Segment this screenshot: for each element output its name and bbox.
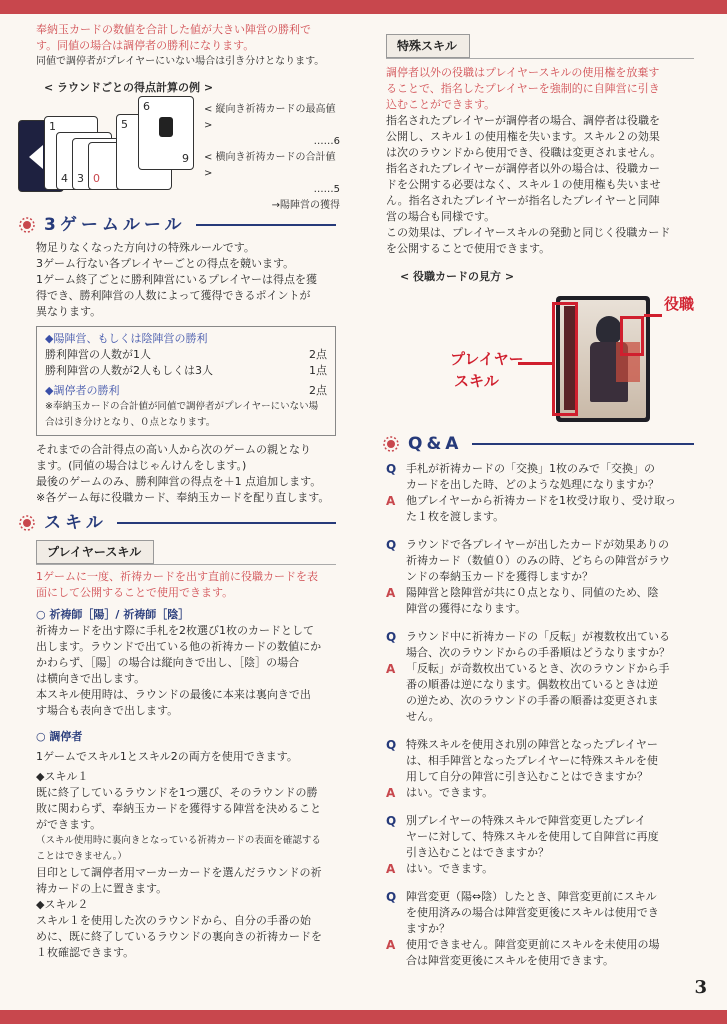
text-line: 1ゲームに一度、祈祷カードを出す直前に役職カードを表	[36, 570, 318, 583]
qa-header	[382, 435, 694, 453]
box-heading: ◆陽陣営、もしくは陰陣営の勝利	[45, 332, 208, 345]
special-skill-title: 特殊スキル	[386, 34, 470, 58]
text-line: 目印として調停者用マーカーカードを選んだラウンドの祈	[36, 866, 322, 879]
qa-item	[386, 629, 694, 725]
left-column	[36, 22, 340, 961]
role-card-title: < 役職カードの見方 >	[400, 270, 515, 283]
text-line: 敗に関わらず、奉納玉カードを獲得する陣営を決めること	[36, 802, 322, 815]
a-marker: A	[386, 938, 396, 952]
card-value: 1	[49, 120, 56, 133]
player-skill-label	[450, 348, 524, 392]
question	[386, 737, 694, 785]
character-icon	[159, 117, 173, 137]
game-rule-header	[18, 216, 336, 234]
skill2-title: ◆スキル２	[36, 898, 89, 911]
a-marker: A	[386, 494, 396, 508]
label-horizontal-value: ……5	[313, 184, 340, 195]
intro-line-3: 同値で調停者がプレイヤーにいない場合は引き分けとなります。	[36, 56, 325, 67]
top-border	[0, 0, 727, 14]
answer-text	[406, 493, 676, 525]
qa-item	[386, 461, 694, 525]
answer	[386, 493, 694, 525]
text-line: 込むことができます。	[386, 98, 496, 111]
q-marker: Q	[386, 538, 397, 552]
text-line: 祈祷カードを出す際に手札を2枚選び1枚のカードとして	[36, 624, 314, 637]
text-line: 祷カードの上に置きます。	[36, 882, 168, 895]
intro-line-2: す。同値の場合は調停者の勝利になります。	[36, 39, 255, 52]
game-rule-body	[36, 240, 336, 320]
kitoushi-title: ○ 祈祷師［陽］/ 祈祷師［陰］	[36, 608, 190, 621]
q-marker: Q	[386, 738, 397, 752]
text-line: 特殊スキルを使用され別の陣営となったプレイヤー	[406, 738, 658, 751]
question	[386, 537, 694, 585]
skill2-body	[36, 913, 336, 961]
text-line: 使用できません。陣営変更前にスキルを未使用の場	[406, 938, 660, 951]
text-line: 最後のゲームのみ、勝利陣営の得点を＋1 点追加します。	[36, 475, 322, 488]
skill1-title: ◆スキル１	[36, 770, 89, 783]
special-skill-body	[386, 113, 694, 257]
question-text	[406, 629, 670, 661]
score-value: 2点	[309, 348, 327, 361]
qa-item	[386, 537, 694, 617]
score-label: ◆調停者の勝利	[45, 384, 120, 397]
example-title: < ラウンドごとの得点計算の例 >	[44, 81, 214, 94]
question	[386, 813, 694, 861]
kitoushi-body	[36, 623, 336, 719]
text-line: 場合、次のラウンドからの手番順はどうなりますか？	[406, 646, 670, 659]
skill1-body	[36, 785, 336, 897]
skill-title: スキル	[44, 513, 107, 533]
text-line: を使用済みの場合は陣営変更後にスキルは使用でき	[406, 906, 659, 919]
page-number: 3	[694, 977, 707, 998]
text-line: 物足りなくなった方向けの特殊ルールです。	[36, 241, 255, 254]
box-note: ※奉納玉カードの合計値が同値で調停者がプレイヤーにいない場	[45, 401, 319, 412]
text-line: ドを公開する必要はなく、スキル１の使用権も失いませ	[386, 178, 661, 191]
text-line: 指名されたプレイヤーが調停者の場合、調停者は役職を	[386, 114, 661, 127]
text-line: ができます。	[36, 818, 102, 831]
score-label: 勝利陣営の人数が1人	[45, 348, 151, 361]
text-line: はい。できます。	[406, 862, 494, 875]
card-value: 6	[143, 100, 150, 113]
text-line: 引き込むことはできますか？	[406, 846, 549, 859]
text-line: 出します。ラウンドで出ている他の祈祷カードの数値にか	[36, 640, 322, 653]
text-line: 既に終了しているラウンドを1つ選び、そのラウンドの勝	[36, 786, 318, 799]
special-skill-lead	[386, 65, 694, 113]
card-value: 3	[77, 172, 84, 185]
chouteisha-lead: 1ゲームでスキル1とスキル2の両方を使用できます。	[36, 750, 298, 763]
text-line: ラウンド中に祈祷カードの「反転」が複数枚出ている	[406, 630, 670, 643]
qa-title: Q&A	[408, 434, 463, 454]
player-skill-lead	[36, 569, 336, 601]
example-labels	[204, 102, 340, 214]
qa-list	[386, 461, 694, 969]
role-label: 役職	[664, 295, 695, 313]
text-line: 1ゲーム終了ごとに勝利陣営にいるプレイヤーは得点を獲	[36, 273, 318, 286]
text-line: は次のラウンドから使用でき、役職は変更されません。	[386, 146, 662, 159]
text-line: ん。指名されたプレイヤーが指名したプレイヤーと同陣	[386, 194, 660, 207]
answer	[386, 785, 694, 801]
ornament-icon	[18, 216, 36, 234]
text-line: ることで、指名したプレイヤーを強制的に自陣営に引き	[386, 82, 660, 95]
card-value: 4	[61, 172, 68, 185]
player-skill-label-2: スキル	[454, 372, 499, 390]
answer	[386, 661, 694, 725]
text-line: 「反転」が奇数枚出ているとき、次のラウンドから手	[406, 662, 670, 675]
text-line: ヤーに対して、特殊スキルを使用して自陣営に再度	[406, 830, 659, 843]
text-line: 番の順番は逆になります。偶数枚出ているときは逆	[406, 678, 659, 691]
subhead-rule	[386, 58, 694, 59]
box-note: 合は引き分けとなり、０点となります。	[45, 417, 216, 428]
text-line: 調停者以外の役職はプレイヤースキルの使用権を放棄す	[386, 66, 660, 79]
text-line: それまでの合計得点の高い人から次のゲームの親となり	[36, 443, 311, 456]
question	[386, 461, 694, 493]
intro-line-1: 奉納玉カードの数値を合計した値が大きい陣営の勝利で	[36, 23, 311, 36]
question-text	[406, 813, 659, 861]
text-line: ますか？	[406, 922, 450, 935]
q-marker: Q	[386, 814, 397, 828]
card-value: 0	[93, 172, 100, 185]
qa-item	[386, 889, 694, 969]
text-line: の逆ため、次のラウンドの手番の順番は変更されま	[406, 694, 659, 707]
skill-header	[18, 514, 336, 532]
question-text	[406, 737, 658, 785]
text-line: この効果は、プレイヤースキルの発動と同じく役職カード	[386, 226, 671, 239]
role-highlight	[620, 316, 644, 356]
card-value: 9	[182, 152, 189, 165]
player-skill-label-1: プレイヤー	[450, 350, 524, 368]
a-marker: A	[386, 786, 396, 800]
text-line: 陣営の獲得になります。	[406, 602, 527, 615]
text-line: を公開することで使用できます。	[386, 242, 551, 255]
score-row	[45, 383, 327, 399]
label-result: →陽陣営の獲得	[271, 200, 340, 211]
text-line: かわらず、［陽］の場合は縦向きで出し、［陰］の場合	[36, 656, 300, 669]
text-line: ※各ゲーム毎に役職カード、奉納玉カードを配り直します。	[36, 491, 330, 504]
text-line: 陣営変更（陽⇔陰）したとき、陣営変更前にスキル	[406, 890, 657, 903]
q-marker: Q	[386, 890, 397, 904]
answer-text	[406, 785, 493, 801]
question-text	[406, 537, 670, 585]
answer	[386, 585, 694, 617]
text-line: 手札が祈祷カードの「交換」1枚のみで「交換」の	[406, 462, 655, 475]
text-line: 本スキル使用時は、ラウンドの最後に本来は裏向きで出	[36, 688, 311, 701]
text-line: 公開し、スキル１の使用権を失います。スキル２の効果	[386, 130, 660, 143]
question	[386, 629, 694, 661]
a-marker: A	[386, 662, 396, 676]
role-pointer-line	[644, 314, 662, 317]
qa-item	[386, 813, 694, 877]
answer-text	[406, 661, 670, 725]
text-line: ンドの奉納玉カードを獲得しますか？	[406, 570, 593, 583]
answer-text	[406, 861, 493, 877]
text-line: す場合も表向きで出します。	[36, 704, 179, 717]
text-line: 陽陣営と陰陣営が共に０点となり、同値のため、陰	[406, 586, 659, 599]
a-marker: A	[386, 586, 396, 600]
text-line: ます。(同値の場合はじゃんけんをします。)	[36, 459, 247, 472]
score-row	[45, 347, 327, 363]
answer-text	[406, 937, 660, 969]
note-line: ことはできません。）	[36, 851, 127, 862]
a-marker: A	[386, 862, 396, 876]
question	[386, 889, 694, 937]
header-rule-line	[117, 522, 336, 524]
text-line: 別プレイヤーの特殊スキルで陣営変更したプレイ	[406, 814, 646, 827]
text-line: せん。	[406, 710, 440, 723]
question-text	[406, 889, 659, 937]
card-6	[138, 96, 194, 170]
text-line: 用して自分の陣営に引き込むことはできますか？	[406, 770, 648, 783]
label-vertical-value: ……6	[313, 136, 340, 147]
text-line: １枚確認できます。	[36, 946, 135, 959]
question-text	[406, 461, 659, 493]
right-column	[386, 22, 694, 981]
text-line: カードを出した時、どのような処理になりますか？	[406, 478, 659, 491]
score-row	[45, 363, 327, 379]
answer	[386, 861, 694, 877]
label-vertical: < 縦向き祈祷カードの最高値 >	[204, 104, 336, 131]
answer-text	[406, 585, 659, 617]
text-line: スキル１を使用した次のラウンドから、自分の手番の始	[36, 914, 311, 927]
text-line: 営の場合も同様です。	[386, 210, 496, 223]
text-line: はい。できます。	[406, 786, 494, 799]
player-skill-subhead	[36, 540, 336, 565]
text-line: は、相手陣営となったプレイヤーに特殊スキルを使	[406, 754, 658, 767]
text-line: 面にして公開することで使用できます。	[36, 586, 234, 599]
card-value: 5	[121, 118, 128, 131]
text-line: 他プレイヤーから祈祷カードを1枚受け取り、受け取っ	[406, 494, 677, 507]
ornament-icon	[382, 435, 400, 453]
text-line: 得でき、勝利陣営の人数によって獲得できるポイントが	[36, 289, 311, 302]
answer	[386, 937, 694, 969]
text-line: た１枚を渡します。	[406, 510, 505, 523]
header-rule-line	[472, 443, 694, 445]
text-line: 3ゲーム行ない各プレイヤーごとの得点を競います。	[36, 257, 295, 270]
score-label: 勝利陣営の人数が2人もしくは3人	[45, 364, 213, 377]
ornament-icon	[18, 514, 36, 532]
text-line: 異なります。	[36, 305, 102, 318]
chouteisha-title: ○ 調停者	[36, 730, 83, 743]
game-rule-title: 3ゲームルール	[44, 215, 186, 235]
score-example-figure	[36, 100, 340, 211]
game-rule-after	[36, 442, 336, 506]
text-line: 合は陣営変更後にスキルを使用できます。	[406, 954, 615, 967]
bottom-border	[0, 1010, 727, 1024]
score-value: 1点	[309, 364, 327, 377]
text-line: は横向きで出します。	[36, 672, 146, 685]
player-skill-highlight	[552, 302, 578, 416]
q-marker: Q	[386, 630, 397, 644]
q-marker: Q	[386, 462, 397, 476]
text-line: 祈祷カード（数値０）のみの時、どちらの陣営がラウ	[406, 554, 670, 567]
scoring-box	[36, 326, 336, 436]
text-line: 指名されたプレイヤーが調停者以外の場合は、役職カー	[386, 162, 661, 175]
subhead-rule	[36, 564, 336, 565]
qa-item	[386, 737, 694, 801]
label-horizontal: < 横向き祈祷カードの合計値 >	[204, 152, 336, 179]
header-rule-line	[196, 224, 337, 226]
text-line: めに、既に終了しているラウンドの裏向きの祈祷カードを	[36, 930, 322, 943]
score-value: 2点	[309, 384, 327, 397]
special-skill-subhead	[386, 34, 694, 59]
note-line: （スキル使用時に裏向きとなっている祈祷カードの表面を確認する	[36, 835, 321, 846]
text-line: ラウンドで各プレイヤーが出したカードが効果ありの	[406, 538, 670, 551]
player-skill-title: プレイヤースキル	[36, 540, 154, 564]
